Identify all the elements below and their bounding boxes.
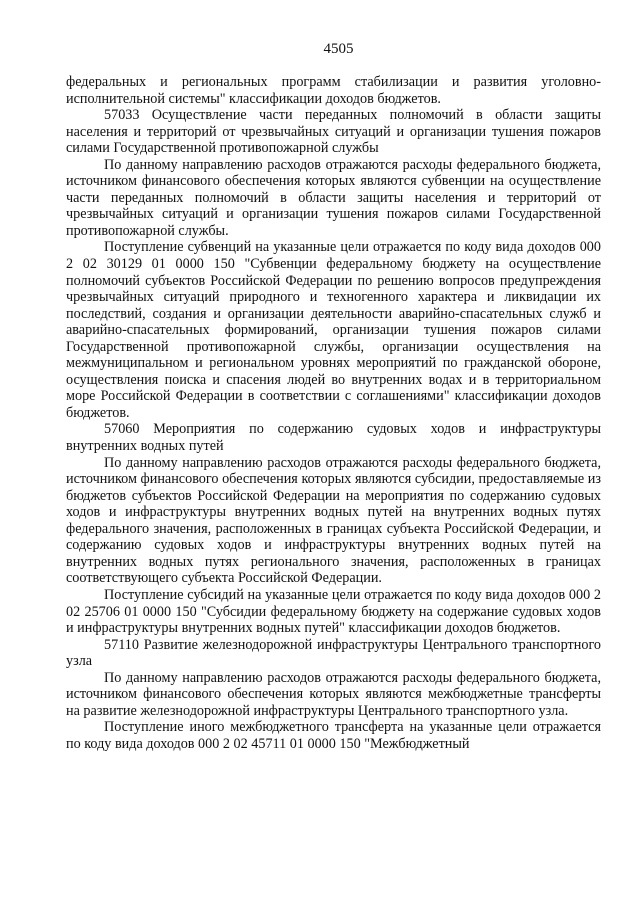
paragraph: По данному направлению расходов отражаются расходы федерального бюджета, источником финансового обеспечения которых являются субсидии, предоставляемые из бюджетов субъектов Российской Федерации на мероприятия по содержанию судовых ходов и инфраструктуры внутренних водных путей на внутренних водных путях федерального значения, расположенных в границах субъекта Российской Федерации, и содержанию судовых ходов и инфраструктуры внутренних водных путей на внутренних водных путях регионального значения, расположенных в границах соответствующего субъекта Российской Федерации. xyxy=(66,454,601,587)
paragraph: По данному направлению расходов отражаются расходы федерального бюджета, источником финансового обеспечения которых являются межбюджетные трансферты на развитие железнодорожной инфраструктуры Центрального транспортного узла. xyxy=(66,669,601,719)
paragraph: По данному направлению расходов отражаются расходы федерального бюджета, источником финансового обеспечения которых являются субвенции на осуществление части переданных полномочий в области защиты населения и территорий от чрезвычайных ситуаций и организации тушения пожаров силами Государственной противопожарной службы. xyxy=(66,156,601,239)
paragraph: Поступление субсидий на указанные цели отражается по коду вида доходов 000 2 02 25706 01 0000 150 "Субсидии федеральному бюджету на содержание судовых ходов и инфраструктуры внутренних водных путей" классификации доходов бюджетов. xyxy=(66,586,601,637)
paragraph: 57033 Осуществление части переданных полномочий в области защиты населения и территорий от чрезвычайных ситуаций и организации тушения пожаров силами Государственной противопожарной службы xyxy=(66,107,601,157)
page-number: 4505 xyxy=(323,41,354,57)
paragraph: Поступление иного межбюджетного трансферта на указанные цели отражается по коду вида доходов 000 2 02 45711 01 0000 150 "Межбюджетный xyxy=(66,719,601,752)
paragraph: Поступление субвенций на указанные цели отражается по коду вида доходов 000 2 02 30129 01 0000 150 "Субвенции федеральному бюджету на осуществление полномочий субъектов Российской Федерации по решению вопросов предупреждения чрезвычайных ситуаций природного и техногенного характера и ликвидации их последствий, создания и организации деятельности аварийно-спасательных служб и аварийно-спасательных формирований, организации тушения пожаров силами Государственной противопожарной службы, организации осуществления на межмуниципальном и региональном уровнях мероприятий по гражданской обороне, осуществления поиска и спасения людей во внутренних водах и в территориальном море Российской Федерации в соответствии с соглашениями" классификации доходов бюджетов. xyxy=(66,239,601,421)
paragraph: 57060 Мероприятия по содержанию судовых ходов и инфраструктуры внутренних водных путей xyxy=(66,421,601,455)
paragraph: федеральных и региональных программ стабилизации и развития уголовно-исполнительной системы" классификации доходов бюджетов. xyxy=(66,74,601,107)
paragraph: 57110 Развитие железнодорожной инфраструктуры Центрального транспортного узла xyxy=(66,636,601,670)
document-page xyxy=(66,40,601,752)
